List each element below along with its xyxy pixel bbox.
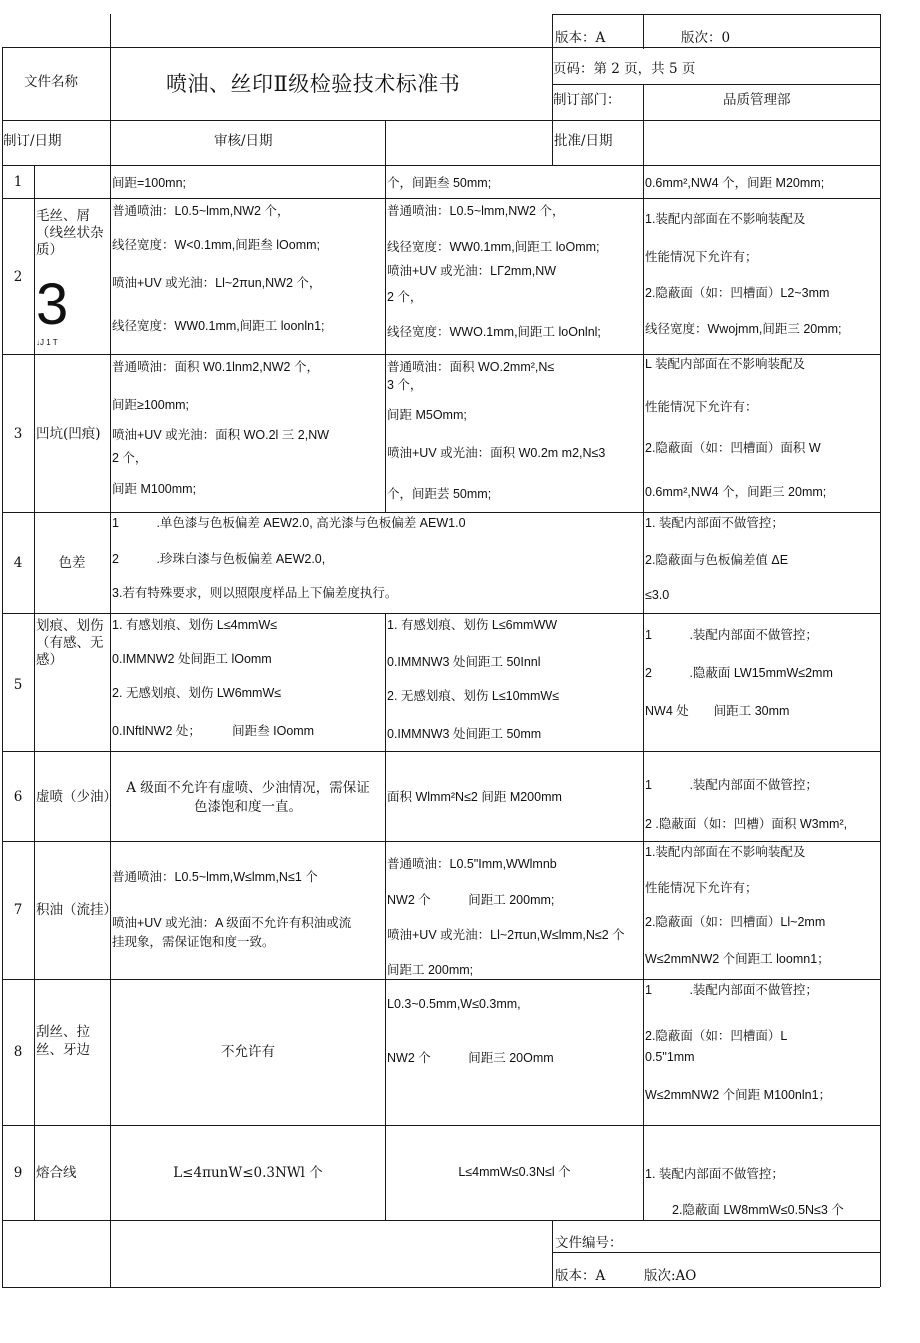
table-border xyxy=(2,979,880,980)
table-border xyxy=(110,120,111,165)
table-border xyxy=(2,1220,880,1221)
row-item-name: 熔合线 xyxy=(36,1165,77,1181)
row-mark-small: ↓J 1 T xyxy=(36,338,58,347)
table-border xyxy=(2,1287,880,1288)
row-5-col3-line: 1 .装配内部面不做管控； xyxy=(645,628,818,642)
row-2-col2-line: 线径宽度：WWO.1mm,间距工 loOnlnl; xyxy=(387,325,601,339)
row-3-col1-line: 2 个， xyxy=(112,451,148,465)
row-number: 7 xyxy=(13,902,23,918)
row-8-col2-line: L0.3~0.5mm,W≤0.3mm, xyxy=(387,997,521,1011)
row-3-col2-line: 间距 M5Omm; xyxy=(387,408,467,422)
row-3-col2-line: 个，间距芸 50mm; xyxy=(387,487,492,501)
row-number: 3 xyxy=(13,426,23,442)
row-7-col2-line: NW2 个 间距工 200mm; xyxy=(387,893,555,907)
row-1-col2-line: 个，间距叁 50mm; xyxy=(387,176,492,190)
row-4-col12-line: 1 .单色漆与色板偏差 AEW2.0, 高光漆与色板偏差 AEW1.0 xyxy=(112,516,466,530)
row-6-col3-line: 2 .隐蔽面（如：凹槽）面积 W3mm², xyxy=(645,817,848,831)
row-7-col2-line: 普通喷油：L0.5"Imm,WWlmnb xyxy=(387,857,557,871)
revision-label: 版次：0 xyxy=(681,30,731,46)
row-7-col3-line: 2.隐蔽面（如：凹槽面）Ll~2mm xyxy=(645,915,826,929)
row-4-col3-line: ≤3.0 xyxy=(645,588,670,602)
row-4-col3-line: 1. 装配内部面不做管控； xyxy=(645,516,784,530)
row-9-col3-line: 2.隐蔽面 LW8mmW≤0.5N≤3 个 xyxy=(672,1203,844,1217)
row-7-col1-line: 挂现象，需保证饱和度一致。 xyxy=(112,935,275,949)
row-5-col2-line: 1. 有感划痕、划伤 L≤6mmWW xyxy=(387,618,558,632)
row-1-col3-line: 0.6mm²,NW4 个，间距 M20mm; xyxy=(645,176,825,190)
row-5-col1-line: 2. 无感划痕、划伤 LW6mmW≤ xyxy=(112,686,282,700)
row-5-col1-line: 0.IMMNW2 处间距工 lOomm xyxy=(112,652,272,666)
table-border xyxy=(643,120,644,165)
row-3-col3-line: 0.6mm²,NW4 个，间距三 20mm; xyxy=(645,485,827,499)
doc-name-label: 文件名称 xyxy=(24,74,78,90)
row-6-col1-line: A 级面不允许有虚喷、少油情况，需保证 xyxy=(126,780,370,796)
row-2-col3-line: 性能情况下允许有； xyxy=(645,250,758,264)
table-border xyxy=(2,198,880,199)
row-3-col1-line: 间距 M100mm; xyxy=(112,482,197,496)
row-9-col3-line: 1. 装配内部面不做管控； xyxy=(645,1167,784,1181)
table-border xyxy=(385,120,386,165)
row-item-name: 色差 xyxy=(58,555,86,571)
row-5-col3-line: NW4 处 间距工 30mm xyxy=(645,704,790,718)
table-border xyxy=(2,1125,880,1126)
table-border xyxy=(2,47,880,48)
table-border xyxy=(552,14,880,15)
table-border xyxy=(552,1220,553,1287)
row-4-col12-line: 2 .珍珠白漆与色板偏差 AEW2.0, xyxy=(112,552,326,566)
row-number: 1 xyxy=(13,174,23,190)
row-7-col2-line: 间距工 200mm; xyxy=(387,963,474,977)
row-8-col1-line: 不允许有 xyxy=(221,1044,275,1060)
doc-number-label: 文件编号： xyxy=(555,1235,623,1251)
row-7-col1-line: 普通喷油：L0.5~lmm,W≤lmm,N≤1 个 xyxy=(112,870,318,884)
row-3-col3-line: 2.隐蔽面（如：凹槽面）面积 W xyxy=(645,441,821,455)
row-number: 2 xyxy=(13,269,23,285)
row-4-col3-line: 2.隐蔽面与色板偏差值 ΔE xyxy=(645,553,789,567)
footer-version-label: 版本：A xyxy=(555,1268,606,1284)
row-number: 9 xyxy=(13,1165,23,1181)
row-8-col3-line: 1 .装配内部面不做管控； xyxy=(645,983,818,997)
row-number: 4 xyxy=(13,555,23,571)
row-2-col2-line: 线径宽度：WW0.1mm,间距工 loOmm; xyxy=(387,240,600,254)
row-number: 8 xyxy=(13,1044,23,1060)
row-7-col3-line: 性能情况下允许有； xyxy=(645,881,758,895)
row-item-name: 毛丝、屑（线丝状杂质） xyxy=(36,208,104,258)
table-border xyxy=(2,120,880,121)
table-border xyxy=(552,1252,880,1253)
table-border xyxy=(643,165,644,1220)
row-6-col2-line: 面积 Wlmm²N≤2 间距 M200mm xyxy=(387,790,562,804)
row-2-col2-line: 普通喷油：L0.5~lmm,NW2 个， xyxy=(387,204,565,218)
row-4-col12-line: 3.若有特殊要求，则以照限度样品上下偏差度执行。 xyxy=(112,586,398,600)
table-border xyxy=(110,165,111,1287)
row-3-col2-line: 普通喷油：面积 WO.2mm²,N≤ xyxy=(387,360,555,374)
row-2-col3-line: 1.装配内部面在不影响装配及 xyxy=(645,212,806,226)
row-3-col1-line: 喷油+UV 或光油：面积 WO.2l 三 2,NW xyxy=(112,428,330,442)
page-number: 页码：第 2 页，共 5 页 xyxy=(553,61,696,77)
version-label: 版本：A xyxy=(555,30,606,46)
row-5-col1-line: 1. 有感划痕、划伤 L≤4mmW≤ xyxy=(112,618,278,632)
table-border xyxy=(2,47,3,1287)
table-border xyxy=(880,14,881,1287)
row-8-col3-line: 2.隐蔽面（如：凹槽面）L xyxy=(645,1029,788,1043)
row-3-col2-line: 喷油+UV 或光油：面积 W0.2m m2,N≤3 xyxy=(387,446,606,460)
table-border xyxy=(110,14,111,120)
row-2-col1-line: 喷油+UV 或光油：Ll~2πun,NW2 个， xyxy=(112,276,322,290)
row-7-col3-line: 1.装配内部面在不影响装配及 xyxy=(645,845,806,859)
row-2-col1-line: 普通喷油：L0.5~lmm,NW2 个， xyxy=(112,204,290,218)
table-border xyxy=(2,165,880,166)
row-5-col2-line: 0.IMMNW3 处间距工 50mm xyxy=(387,727,542,741)
row-3-col3-line: L 装配内部面在不影响装配及 xyxy=(645,357,805,371)
table-border xyxy=(2,354,880,355)
row-7-col2-line: 喷油+UV 或光油：Ll~2πun,W≤lmm,N≤2 个 xyxy=(387,928,625,942)
prepared-date-label: 制订/日期 xyxy=(3,133,62,149)
row-2-col1-line: 线径宽度：W<0.1mm,间距叁 lOomm; xyxy=(112,238,320,252)
table-border xyxy=(2,613,880,614)
row-item-name: 凹坑(凹痕) xyxy=(36,426,101,442)
row-3-col2-line: 3 个， xyxy=(387,378,423,392)
table-border xyxy=(643,14,644,49)
row-5-col2-line: 0.IMMNW3 处间距工 50Innl xyxy=(387,655,541,669)
row-5-col2-line: 2. 无感划痕、划伤 L≤10mmW≤ xyxy=(387,689,560,703)
row-1-col1-line: 间距=100mn; xyxy=(112,176,186,190)
row-2-col2-line: 2 个， xyxy=(387,290,423,304)
table-border xyxy=(385,165,386,512)
footer-revision-label: 版次:AO xyxy=(644,1268,697,1284)
row-8-col3-line: 0.5"1mm xyxy=(645,1050,695,1064)
reviewed-date-label: 审核/日期 xyxy=(214,133,273,149)
dept-label: 制订部门： xyxy=(553,92,621,108)
row-item-name: 积油（流挂） xyxy=(36,902,117,918)
dept-value: 品质管理部 xyxy=(723,92,791,108)
row-3-col1-line: 间距≥100mm; xyxy=(112,398,190,412)
table-border xyxy=(2,841,880,842)
table-border xyxy=(552,84,880,85)
row-2-col2-line: 喷油+UV 或光油：LΓ2mm,NW xyxy=(387,264,557,278)
row-6-col3-line: 1 .装配内部面不做管控； xyxy=(645,778,818,792)
row-item-name: 刮丝、拉丝、牙边 xyxy=(36,1024,90,1059)
row-7-col1-line: 喷油+UV 或光油：A 级面不允许有积油或流 xyxy=(112,916,352,930)
table-border xyxy=(2,512,880,513)
row-2-col3-line: 2.隐蔽面（如：凹槽面）L2~3mm xyxy=(645,286,830,300)
row-2-col1-line: 线径宽度：WW0.1mm,间距工 loonln1; xyxy=(112,319,325,333)
row-9-col2-line: L≤4mmW≤0.3N≤l 个 xyxy=(458,1165,571,1179)
row-2-col3-line: 线径宽度：Wwojmm,间距三 20mm; xyxy=(645,322,842,336)
row-8-col3-line: W≤2mmNW2 个间距 M100nln1； xyxy=(645,1088,832,1102)
table-border xyxy=(2,751,880,752)
row-item-name: 划痕、划伤（有感、无感） xyxy=(36,618,104,668)
row-5-col3-line: 2 .隐蔽面 LW15mmW≤2mm xyxy=(645,666,833,680)
row-3-col3-line: 性能情况下允许有： xyxy=(645,400,758,414)
row-3-col1-line: 普通喷油：面积 W0.1lnm2,NW2 个， xyxy=(112,360,319,374)
row-8-col2-line: NW2 个 间距三 20Omm xyxy=(387,1051,554,1065)
table-border xyxy=(385,613,386,1220)
table-border xyxy=(34,165,35,1220)
row-item-name: 虚喷（少油） xyxy=(36,789,117,805)
row-9-col1-line: L≤4πunW≤0.3NWl 个 xyxy=(173,1165,323,1181)
row-5-col1-line: 0.INftlNW2 处； 间距叁 IOomm xyxy=(112,724,315,738)
row-number: 5 xyxy=(13,677,23,693)
row-6-col1-line: 色漆饱和度一直。 xyxy=(194,799,302,815)
row-mark-number: 3 xyxy=(36,272,69,337)
page-title: 喷油、丝印Ⅱ级检验技术标准书 xyxy=(166,72,461,96)
table-border xyxy=(643,84,644,120)
row-number: 6 xyxy=(13,789,23,805)
row-7-col3-line: W≤2mmNW2 个间距工 loomn1； xyxy=(645,952,830,966)
table-border xyxy=(552,120,553,165)
approved-date-label: 批准/日期 xyxy=(554,133,613,149)
